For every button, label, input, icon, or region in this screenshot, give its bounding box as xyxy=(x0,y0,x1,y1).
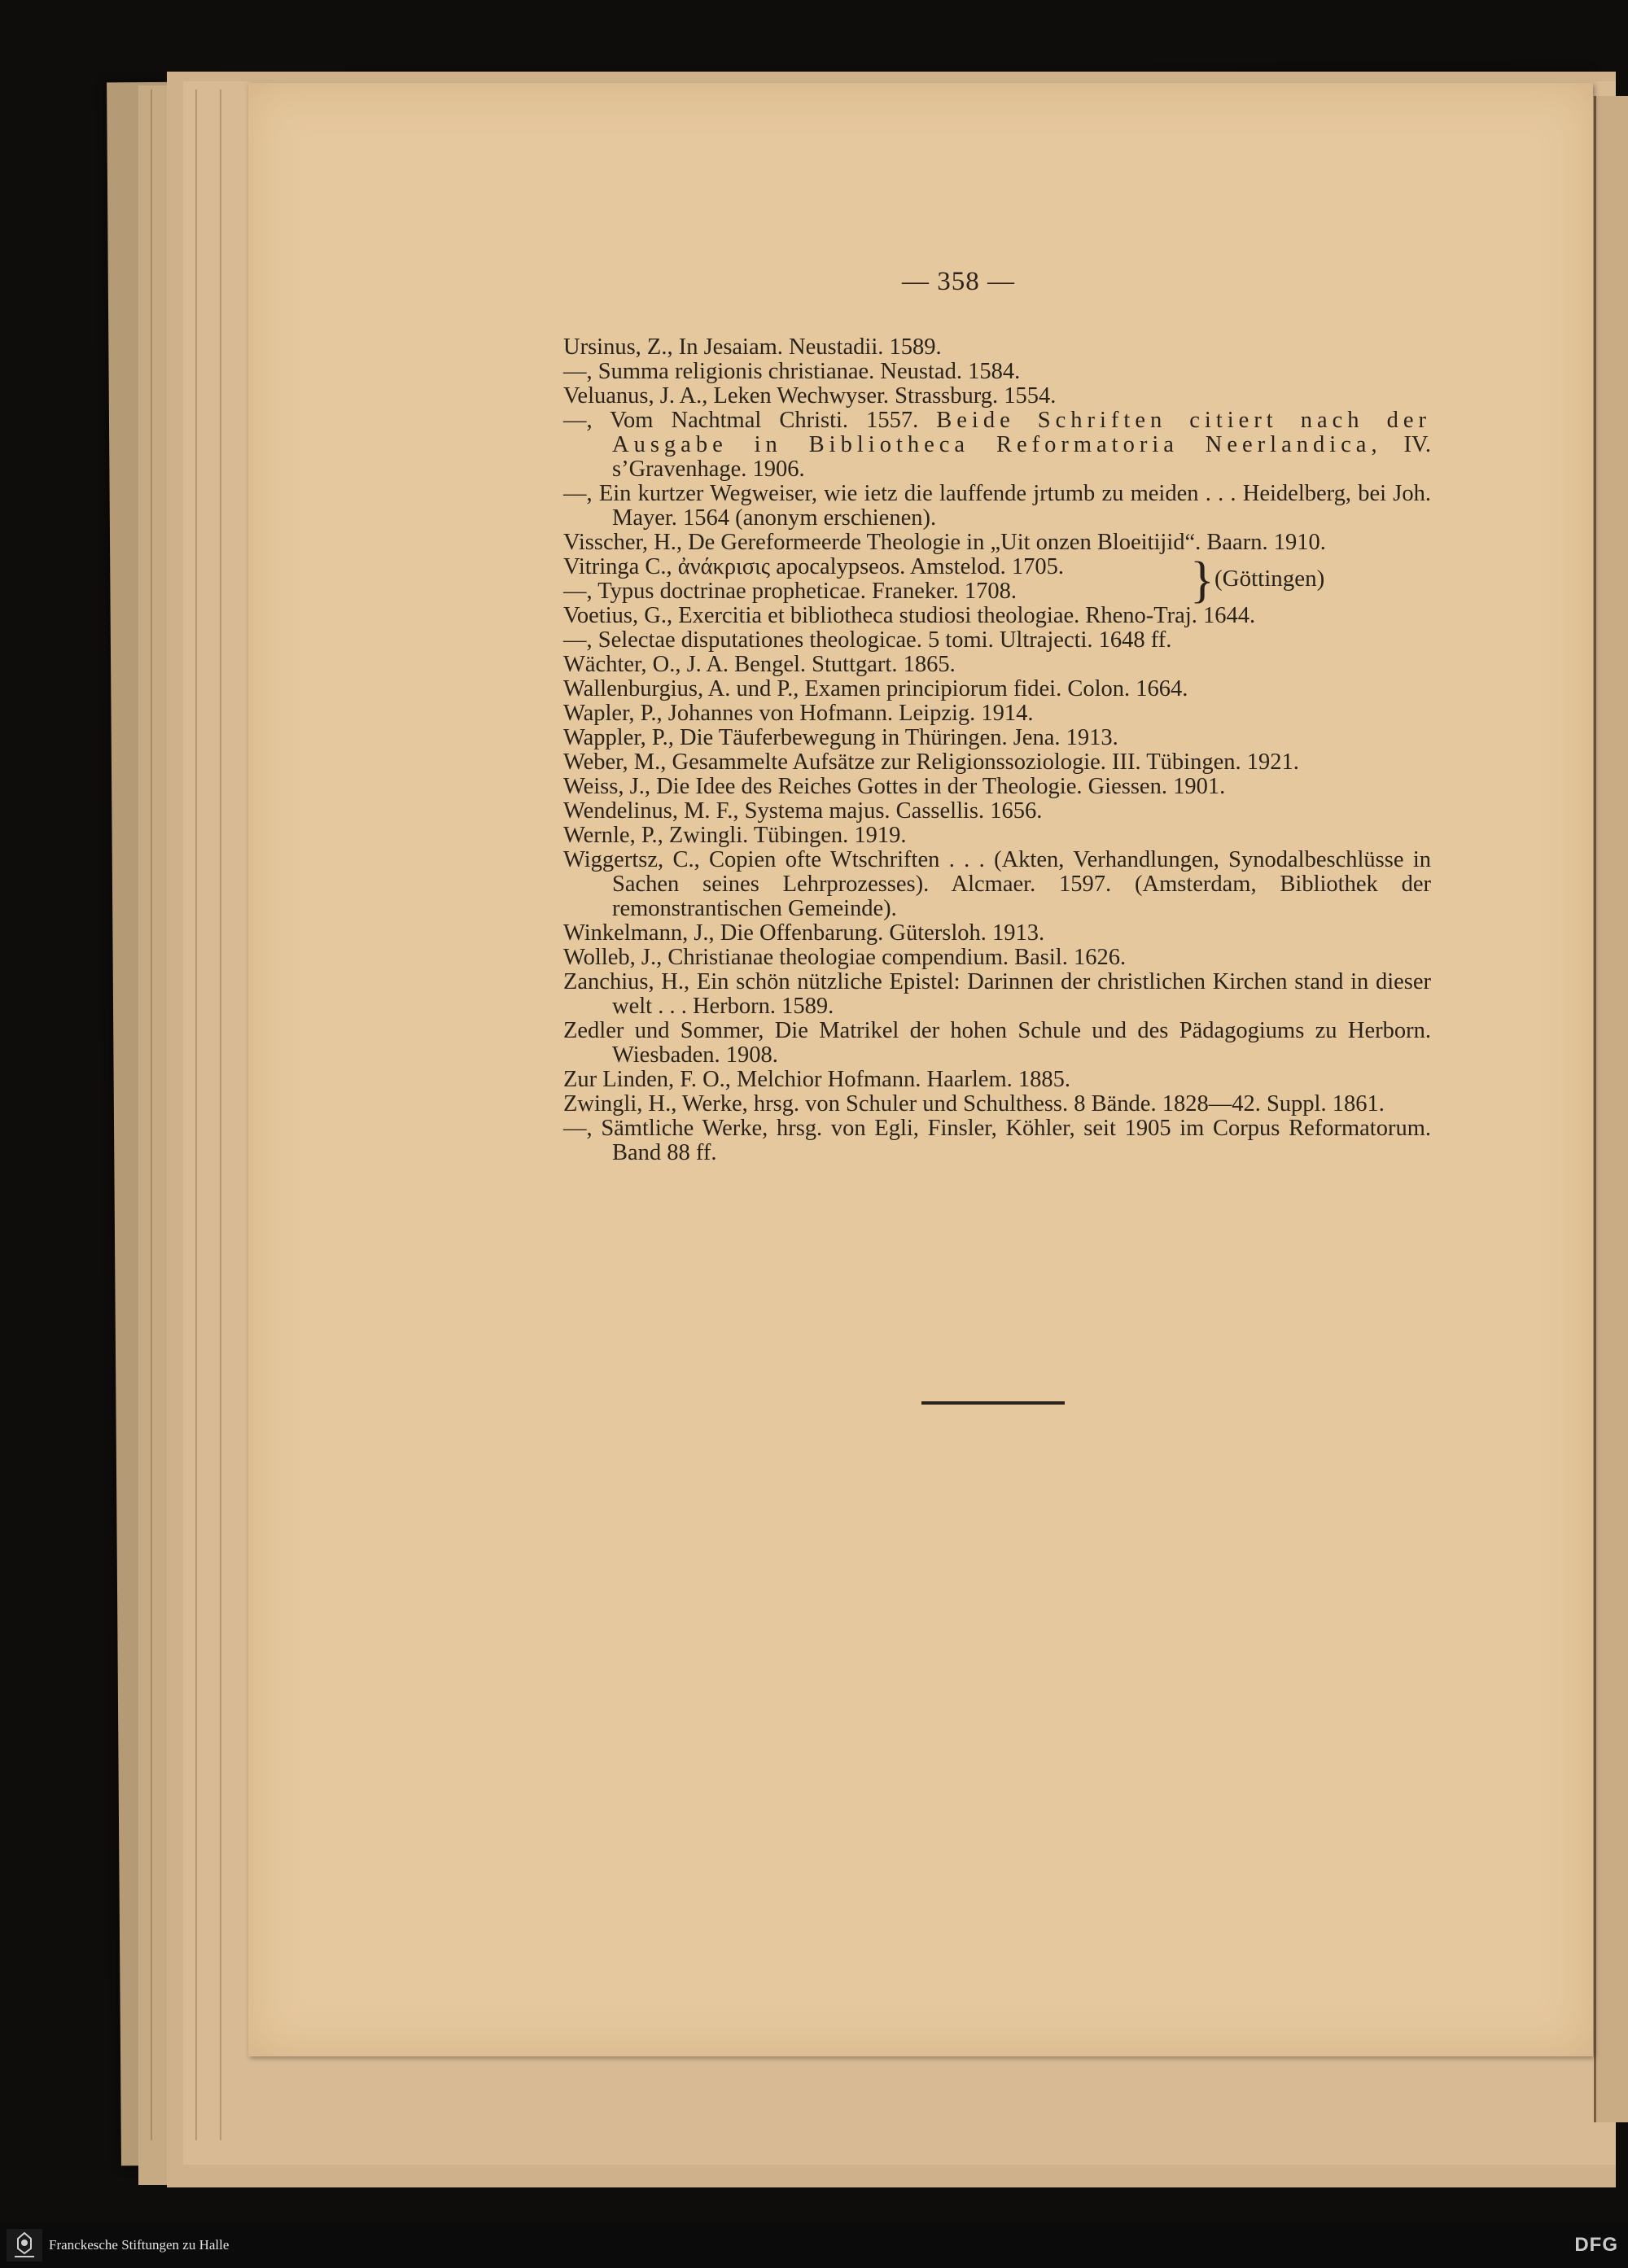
bibliography-entry: Voetius, G., Exercitia et bibliotheca studiosi theologiae. Rheno-Traj. 1644. xyxy=(563,603,1256,628)
franckesche-stiftungen-logo-icon xyxy=(7,2229,42,2261)
bracket-note: (Göttingen) xyxy=(1214,566,1325,592)
bibliography-entry: Ursinus, Z., In Jesaiam. Neustadii. 1589. xyxy=(563,334,942,360)
bibliography-entry: Vitringa C., ἀνάκρισις apocalypseos. Amstelod. 1705. xyxy=(563,554,1065,579)
bibliography-entry: Wappler, P., Die Täuferbewegung in Thüringen. Jena. 1913. xyxy=(563,725,1118,750)
page-edge-line xyxy=(151,90,152,2140)
bibliography-entry: Zwingli, H., Werke, hrsg. von Schuler und Schulthess. 8 Bände. 1828—42. Suppl. 1861. xyxy=(563,1091,1385,1117)
entry-tail: IV. s’Gravenhage. 1906. xyxy=(612,432,1431,482)
bibliography-entry: Weiss, J., Die Idee des Reiches Gottes in der Theologie. Giessen. 1901. xyxy=(563,774,1226,799)
page-edge-line xyxy=(220,90,221,2140)
entry-spaced-note: Beide Schriften citiert nach der Ausgabe in Bibliotheca Reformatoria Neerlandica, xyxy=(612,408,1431,457)
bibliography-entry: Wallenburgius, A. und P., Examen principiorum fidei. Colon. 1664. xyxy=(563,676,1188,701)
institution-name: Franckesche Stiftungen zu Halle xyxy=(49,2237,230,2253)
bibliography-entry xyxy=(563,409,1431,482)
entry-lead: —, Vom Nachtmal Christi. 1557. xyxy=(563,408,937,433)
page-edge-line xyxy=(195,90,197,2140)
bibliography-entry: —, Ein kurtzer Wegweiser, wie ietz die lauffende jrtumb zu meiden . . . Heidelberg, bei Joh. Mayer. 1564 (anonym erschienen). xyxy=(563,481,1431,531)
bibliography-entry: —, Sämtliche Werke, hrsg. von Egli, Finsler, Köhler, seit 1905 im Corpus Reformatorum. Band 88 ff. xyxy=(563,1116,1431,1165)
dfg-logo: DFG xyxy=(1574,2234,1618,2256)
bibliography-entry: Wiggertsz, C., Copien ofte Wtschriften . . . (Akten, Verhandlungen, Synodalbeschlüsse in Sachen seines Lehrprozesses). Alcmaer. 1597. (Amsterdam, Bibliothek der remonstrantischen Gemeinde). xyxy=(563,847,1431,921)
bibliography-entry: —, Typus doctrinae propheticae. Franeker. 1708. xyxy=(563,579,1017,604)
bibliography-entry: Weber, M., Gesammelte Aufsätze zur Religionssoziologie. III. Tübingen. 1921. xyxy=(563,749,1299,775)
bibliography-entry: Wächter, O., J. A. Bengel. Stuttgart. 1865. xyxy=(563,652,956,677)
bibliography-entry: Visscher, H., De Gereformeerde Theologie in „Uit onzen Bloeitijid“. Baarn. 1910. xyxy=(563,530,1326,555)
viewer-footer xyxy=(0,2224,1628,2268)
bibliography-entry: Wernle, P., Zwingli. Tübingen. 1919. xyxy=(563,823,907,848)
bibliography-entry: Winkelmann, J., Die Offenbarung. Gütersloh. 1913. xyxy=(563,920,1045,946)
bracket-group xyxy=(563,553,1431,608)
bibliography-entry: Zur Linden, F. O., Melchior Hofmann. Haarlem. 1885. xyxy=(563,1067,1070,1092)
bibliography-entry: Veluanus, J. A., Leken Wechwyser. Strassburg. 1554. xyxy=(563,383,1057,409)
bibliography-entry: —, Summa religionis christianae. Neustad. 1584. xyxy=(563,359,1021,384)
bibliography-entry: Wapler, P., Johannes von Hofmann. Leipzig. 1914. xyxy=(563,701,1034,726)
page-number: — 358 — xyxy=(902,267,1015,296)
bibliography-list xyxy=(563,335,1431,1165)
bibliography-entry: —, Selectae disputationes theologicae. 5 tomi. Ultrajecti. 1648 ff. xyxy=(563,627,1172,653)
curly-brace-icon: } xyxy=(1190,553,1214,608)
bibliography-entry: Wendelinus, M. F., Systema majus. Cassellis. 1656. xyxy=(563,798,1043,824)
closing-rule xyxy=(921,1401,1065,1405)
bibliography-entry: Zedler und Sommer, Die Matrikel der hohen Schule und des Pädagogiums zu Herborn. Wiesbaden. 1908. xyxy=(563,1018,1431,1068)
bibliography-entry: Wolleb, J., Christianae theologiae compendium. Basil. 1626. xyxy=(563,945,1127,970)
facing-page-edge xyxy=(1594,96,1628,2122)
bibliography-entry: Zanchius, H., Ein schön nützliche Epistel: Darinnen der christlichen Kirchen stand in dieser welt . . . Herborn. 1589. xyxy=(563,969,1431,1019)
